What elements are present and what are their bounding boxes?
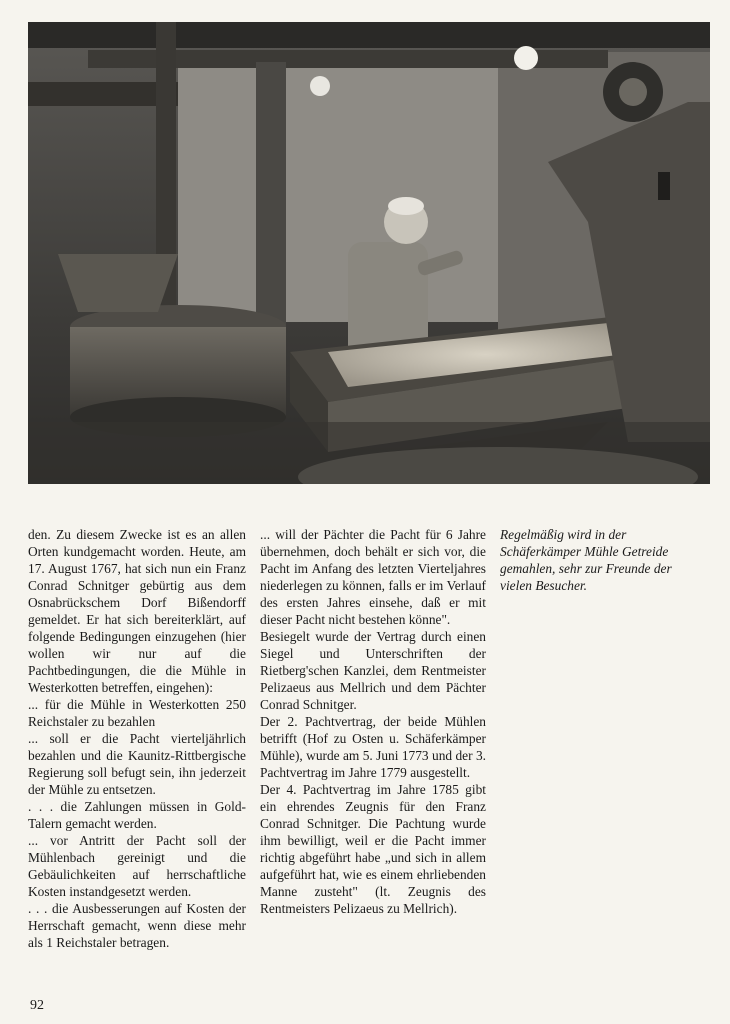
text-column-1 bbox=[28, 526, 246, 951]
paragraph: . . . die Zahlungen müssen in Gold-Talern gemacht werden. bbox=[28, 799, 246, 831]
paragraph: den. Zu diesem Zwecke ist es an allen Orten kundgemacht worden. Heute, am 17. August 1767, hat sich nun ein Franz Conrad Schnitger gebürtig aus dem Osnabrückschem Dorf Bißendorff gemeldet. Er hat sich bereiterklärt, auf folgende Bedingungen einzugehen (hier wollen wir nur auf die Pachtbedingungen, die die Mühle in Westerkotten betreffen, eingehen): bbox=[28, 527, 246, 695]
paragraph: ... soll er die Pacht vierteljährlich bezahlen und die Kaunitz-Rittbergische Regierung soll befugt sein, ihn jederzeit der Mühle zu entsetzen. bbox=[28, 731, 246, 797]
text-column-2 bbox=[260, 526, 486, 917]
paragraph: Der 2. Pachtvertrag, der beide Mühlen betrifft (Hof zu Osten u. Schäferkämper Mühle), wurde am 5. Juni 1773 und der 3. Pachtvertrag im Jahre 1779 ausgestellt. bbox=[260, 714, 486, 780]
paragraph: Besiegelt wurde der Vertrag durch einen Siegel und Unterschriften der Rietberg'schen Kanzlei, dem Rentmeister Pelizaeus aus Mellrich und dem Pächter Conrad Schnitger. bbox=[260, 629, 486, 712]
paragraph: ... vor Antritt der Pacht soll der Mühlenbach gereinigt und die Gebäulichkeiten auf herrschaftliche Kosten instandgesetzt werden. bbox=[28, 833, 246, 899]
page-number: 92 bbox=[30, 998, 44, 1013]
paragraph: . . . die Ausbesserungen auf Kosten der Herrschaft gemacht, wenn diese mehr als 1 Reichstaler betragen. bbox=[28, 901, 246, 950]
paragraph: ... will der Pächter die Pacht für 6 Jahre übernehmen, doch behält er sich vor, die Pacht im Anfang des letzten Vierteljahres niederlegen zu können, falls er im Verlauf des ersten Jahres einsehe, daß er mit dieser Pacht nicht bestehen könne". bbox=[260, 527, 486, 627]
paragraph: Der 4. Pachtvertrag im Jahre 1785 gibt ein ehrendes Zeugnis für den Franz Conrad Schnitger. Die Pachtung wurde ihm bewilligt, weil er die Pacht immer richtig abgeführt habe „und sich in allem aufgeführt hat, wie es einem ehrliebenden Manne zusteht" (lt. Zeugnis des Rentmeisters Pelizaeus zu Mellrich). bbox=[260, 782, 486, 916]
caption-text: Regelmäßig wird in der Schäferkämper Mühle Getreide gemahlen, sehr zur Freunde der vielen Besucher. bbox=[500, 527, 672, 593]
paragraph: ... für die Mühle in Westerkotten 250 Reichstaler zu bezahlen bbox=[28, 697, 246, 729]
photo-caption bbox=[500, 526, 700, 594]
mill-photograph bbox=[28, 22, 710, 484]
mill-photo-image bbox=[28, 22, 710, 484]
